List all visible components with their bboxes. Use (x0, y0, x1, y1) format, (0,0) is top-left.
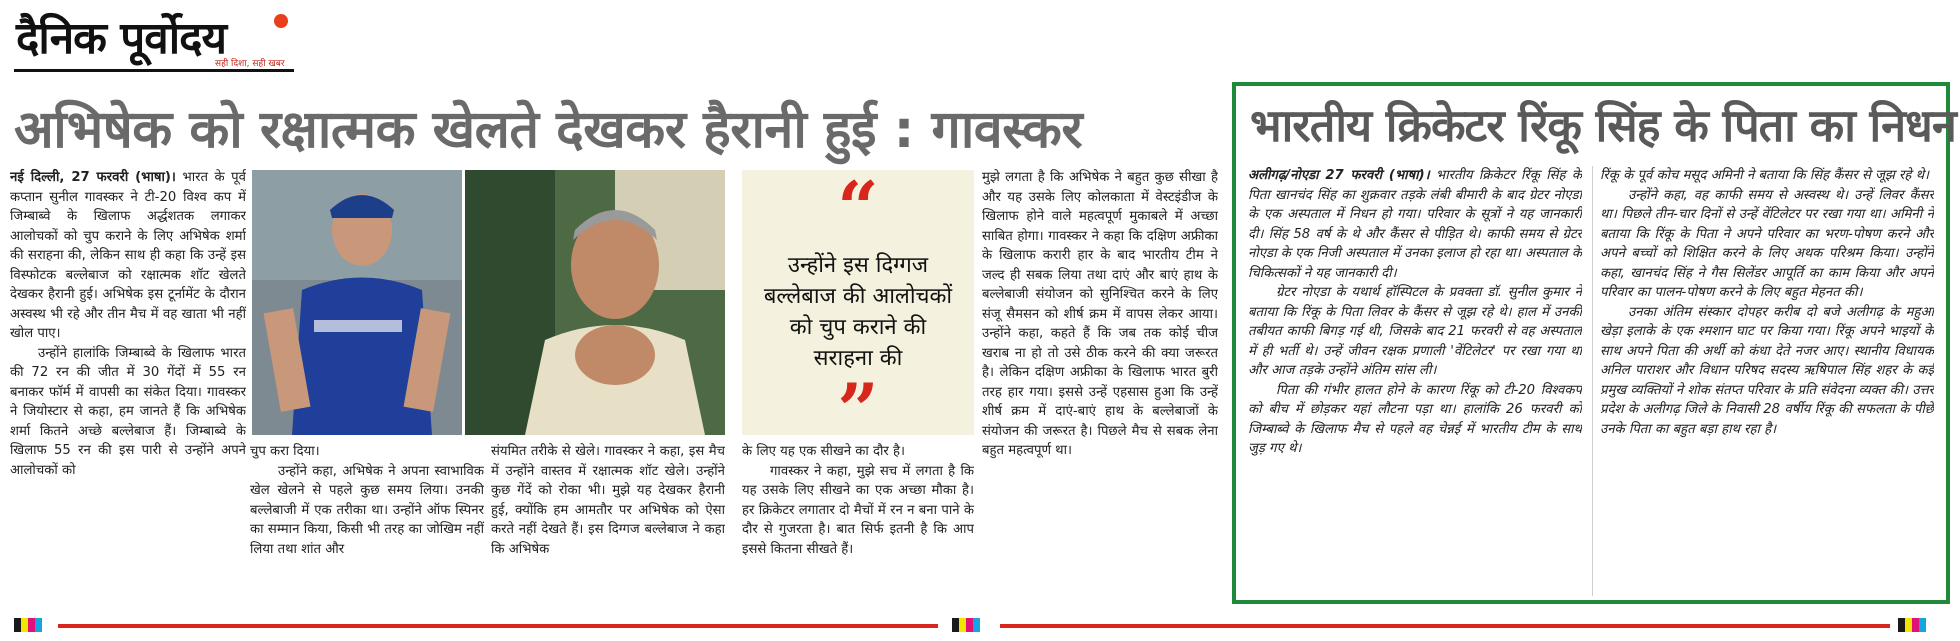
registration-marks-middle (952, 618, 980, 632)
newspaper-tagline: सही दिशा, सही खबर (215, 59, 285, 69)
right-story-col2-para3: उनका अंतिम संस्कार दोपहर करीब दो बजे अलीगढ़ के महुआ खेड़ा इलाके के एक श्मशान घाट पर किया गया। रिंकू अपने भाइयों के साथ अपने पिता की अर्थी को कंधा देते नजर आए। स्थानीय विधायक अनिल पाराशर और विधान परिषद सदस्य ऋषिपाल सिंह शहर के कई प्रमुख व्यक्तियों ने शोक संतप्त परिवार के प्रति संवेदना व्यक्त की। उत्तर प्रदेश के अलीगढ़ जिले के निवासी 28 वर्षीय रिंकू की सफलता के पीछे उनके पिता का बहुत बड़ा हाथ रहा है। (1600, 304, 1934, 437)
left-story-col4-para2: गावस्कर ने कहा, मुझे सच में लगता है कि यह उसके लिए सीखने का एक अच्छा मौका है। हर क्रिकेटर लगातार दो मैचों में रन न बना पाने के दौर से गुजरता है। बात सिर्फ इतनी है कि आप इससे कितना सीखते हैं। (742, 463, 974, 557)
sunil-gavaskar-photo (465, 170, 725, 435)
right-story-col2-para1: रिंकू के पूर्व कोच मसूद अमिनी ने बताया कि सिंह कैंसर से जूझ रहे थे। (1600, 168, 1930, 183)
left-story-col1-para2: उन्होंने हालांकि जिम्बाब्वे के खिलाफ भारत की 72 रन की जीत में 30 गेंदों में 55 रन बनाकर फॉर्म में वापसी का संकेत दिया। गावस्कर ने जियोस्टार से कहा, हम जानते हैं कि अभिषेक शर्मा कितने अच्छे बल्लेबाज हैं। जिम्बाब्वे के खिलाफ 55 रन की इस पारी से उन्होंने अपने आलोचकों को (10, 345, 246, 478)
left-story-col2-para1: चुप करा दिया। (250, 444, 320, 459)
right-story-headline: भारतीय क्रिकेटर रिंकू सिंह के पिता का निधन (1250, 99, 1956, 152)
left-story-col3-para1: संयमित तरीके से खेले। गावस्कर ने कहा, इस मैच में उन्होंने वास्तव में रक्षात्मक शॉट खेले। उन्होंने कुछ गेंदें को रोका भी। मुझे यह देखकर हैरानी हुई, क्योंकि हम आमतौर पर अभिषेक को ऐसा करते नहीं देखते हैं। इस दिग्गज बल्लेबाज ने कहा कि अभिषेक (491, 444, 725, 557)
right-story-column-2 (1600, 166, 1934, 598)
right-story-dateline: अलीगढ़/नोएडा 27 फरवरी (भाषा)। (1248, 168, 1430, 183)
left-story-column-2 (250, 442, 484, 608)
masthead (12, 6, 297, 74)
left-story-dateline: नई दिल्ली, 27 फरवरी (भाषा)। (10, 170, 176, 185)
left-story-column-1 (10, 168, 246, 608)
left-story-col5-para1: मुझे लगता है कि अभिषेक ने बहुत कुछ सीखा है और यह उसके लिए कोलकाता में वेस्टइंडीज के खिलाफ होने वाले महत्वपूर्ण मुकाबले में अच्छा साबित होगा। गावस्कर ने कहा कि दक्षिण अफ्रीका के खिलाफ करारी हार के बाद भारतीय टीम ने जल्द ही सबक लिया तथा दाएं और बाएं हाथ के बल्लेबाजी संयोजन को सुनिश्चित करने के लिए संजू सैमसन को शीर्ष क्रम में वापस लेकर आया। उन्होंने कहा, कहते हैं कि जब तक कोई चीज खराब ना हो तो उसे ठीक करने की क्या जरूरत है। लेकिन दक्षिण अफ्रीका के खिलाफ भारत बुरी तरह हार गया। इससे उन्हें एहसास हुआ कि उन्हें शीर्ष क्रम में दाएं-बाएं हाथ के बल्लेबाजों के संयोजन की जरूरत है। पिछले मैच से सबक लेना बहुत महत्वपूर्ण था। (982, 170, 1218, 458)
right-story-col1-para2: ग्रेटर नोएडा के यथार्थ हॉस्पिटल के प्रवक्ता डॉ. सुनील कुमार ने बताया कि रिंकू के पिता लिवर के कैंसर से जूझ रहे थे। हाल में उनकी तबीयत काफी बिगड़ गई थी, जिसके बाद 21 फरवरी से वह अस्पताल में ही भर्ती थे। उन्हें जीवन रक्षक प्रणाली 'वेंटिलेटर' पर रखा गया था और आज तड़के उन्होंने अंतिम सांस ली। (1248, 285, 1582, 378)
footer-rule-right (1000, 624, 1890, 628)
left-story-column-3 (491, 442, 725, 608)
right-story-col2-para2: उन्होंने कहा, वह काफी समय से अस्वस्थ थे। उन्हें लिवर कैंसर था। पिछले तीन-चार दिनों से उन्हें वेंटिलेटर पर रखा गया था। अमिनी ने बताया कि रिंकू के पिता ने अपने परिवार का भरण-पोषण करने और अपने बच्चों को शिक्षित करने के लिए अथक परिश्रम किया। उन्होंने कहा, खानचंद सिंह ने गैस सिलेंडर आपूर्ति का काम किया और अपने परिवार का पालन-पोषण करने के लिए बहुत मेहनत की। (1600, 187, 1934, 300)
left-story-col2-para2: उन्होंने कहा, अभिषेक ने अपना स्वाभाविक खेल खेलने से पहले कुछ समय लिया। उनकी बल्लेबाजी में एक तरीका था। उन्होंने ऑफ स्पिनर का सम्मान किया, किसी भी तरह का जोखिम नहीं लिया तथा शांत और (250, 463, 484, 557)
right-story-column-divider (1592, 166, 1593, 596)
left-story-col1-para1: भारत के पूर्व कप्तान सुनील गावस्कर ने टी-20 विश्व कप में जिम्बाब्वे के खिलाफ अर्द्धशतक लगाकर आलोचकों को चुप कराने के लिए अभिषेक शर्मा की सराहना की, लेकिन साथ ही कहा कि उन्हें इस विस्फोटक बल्लेबाज को रक्षात्मक शॉट खेलते देखकर हैरानी हुई। अभिषेक इस टूर्नामेंट के दौरान अस्वस्थ भी रहे और तीन मैच में वह खाता भी नहीं खोल पाए। (10, 170, 246, 341)
quote-open-icon: “ (837, 165, 879, 250)
left-story-column-4 (742, 442, 974, 608)
registration-marks-left (14, 618, 42, 632)
left-story-headline: अभिषेक को रक्षात्मक खेलते देखकर हैरानी हुई : गावस्कर (14, 100, 1083, 160)
pull-quote-text: उन्होंने इस दिग्गज बल्लेबाज की आलोचकों को चुप कराने की सराहना की (763, 253, 953, 371)
logo-dot-icon (274, 14, 288, 28)
quote-close-icon: ” (837, 367, 879, 452)
masthead-rule (14, 69, 294, 72)
footer-rule-left (58, 624, 938, 628)
left-story-col4-para1: के लिए यह एक सीखने का दौर है। (742, 444, 905, 459)
right-story-col1-para3: पिता की गंभीर हालत होने के कारण रिंकू को टी-20 विश्वकप को बीच में छोड़कर यहां लौटना पड़ा था। हालांकि 26 फरवरी को जिम्बाब्वे के खिलाफ मैच से पहले वह चेन्नई में भारतीय टीम के साथ जुड़ गए थे। (1248, 382, 1582, 456)
gavaskar-figure-icon (465, 170, 725, 435)
abhishek-sharma-photo (252, 170, 462, 435)
newspaper-name: दैनिक पूर्वोदय (16, 13, 227, 64)
left-story-column-5 (982, 168, 1218, 608)
right-story-column-1 (1248, 166, 1582, 598)
right-story-col1-para1: भारतीय क्रिकेटर रिंकू सिंह के पिता खानचंद सिंह का शुक्रवार तड़के लंबी बीमारी के बाद ग्रेटर नोएडा के एक अस्पताल में निधन हो गया। परिवार के सूत्रों ने यह जानकारी दी। सिंह 58 वर्ष के थे और कैंसर से पीड़ित थे। काफी समय से ग्रेटर नोएडा के एक निजी अस्पताल में उनका इलाज हो रहा था। अस्पताल के चिकित्सकों ने यह जानकारी दी। (1248, 168, 1582, 281)
player-figure-icon (252, 170, 462, 435)
registration-marks-right (1898, 618, 1926, 632)
